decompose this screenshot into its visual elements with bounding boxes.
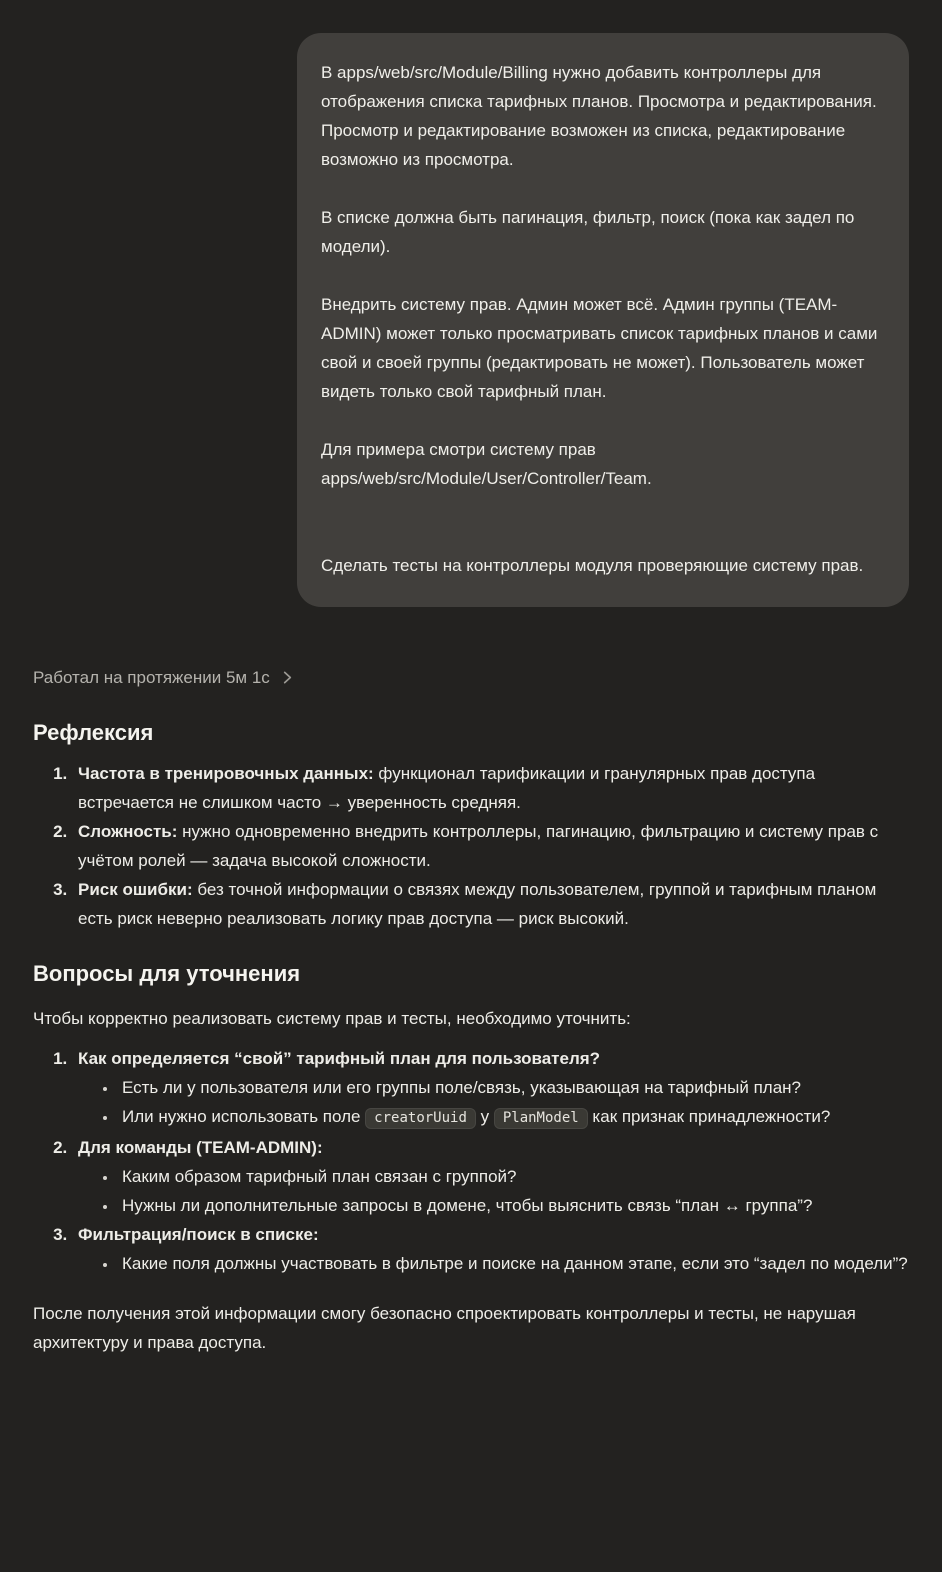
- question-item: [72, 1133, 909, 1220]
- question-item-lead: Фильтрация/поиск в списке:: [78, 1225, 319, 1244]
- question-item-lead: Как определяется “свой” тарифный план для пользователя?: [78, 1049, 601, 1068]
- user-message-paragraph: Внедрить систему прав. Админ может всё. Админ группы (TEAM-ADMIN) может только просматривать список тарифных планов и сами свой и своей группы (редактировать не может). Пользователь может видеть только свой тарифный план.: [321, 295, 878, 401]
- question-sub-list: [78, 1162, 909, 1220]
- question-item: [72, 1220, 909, 1278]
- reflection-item: [72, 875, 909, 933]
- reflection-item-lead: Частота в тренировочных данных:: [78, 764, 374, 783]
- user-message-paragraph: Для примера смотри систему прав apps/web/src/Module/User/Controller/Team.: [321, 440, 652, 488]
- question-sub-list: [78, 1073, 909, 1133]
- question-bullet: • Есть ли у пользователя или его группы поле/связь, указывающая на тарифный план?: [118, 1073, 909, 1102]
- reflection-item-lead: Риск ошибки:: [78, 880, 193, 899]
- reflection-item-text: нужно одновременно внедрить контроллеры, пагинацию, фильтрацию и систему прав с учётом ролей — задача высокой сложности.: [78, 822, 879, 870]
- section-title-reflection: Рефлексия: [33, 720, 154, 745]
- questions-intro: Чтобы корректно реализовать систему прав и тесты, необходимо уточнить:: [33, 1009, 631, 1028]
- section-title-questions: Вопросы для уточнения: [33, 961, 301, 986]
- question-bullet: • Каким образом тарифный план связан с группой?: [118, 1162, 909, 1191]
- inline-code: PlanModel: [494, 1108, 588, 1129]
- inline-code: creatorUuid: [365, 1108, 476, 1129]
- question-bullet: • Какие поля должны участвовать в фильтре и поиске на данном этапе, если это “задел по модели”?: [118, 1249, 909, 1278]
- question-item: [72, 1044, 909, 1133]
- user-message-paragraph: В списке должна быть пагинация, фильтр, поиск (пока как задел по модели).: [321, 208, 855, 256]
- user-message-paragraph: Сделать тесты на контроллеры модуля проверяющие систему прав.: [321, 556, 864, 575]
- questions-list: [33, 1044, 909, 1278]
- reflection-item: [72, 817, 909, 875]
- reflection-item-lead: Сложность:: [78, 822, 178, 841]
- user-message-bubble: [297, 33, 909, 607]
- question-bullet: • Нужны ли дополнительные запросы в домене, чтобы выяснить связь “план ↔ группа”?: [118, 1191, 909, 1220]
- thinking-duration-toggle[interactable]: [33, 663, 295, 692]
- chat-page: [0, 33, 942, 1357]
- chevron-right-icon: [280, 670, 295, 685]
- thinking-duration-label: Работал на протяжении 5м 1с: [33, 668, 270, 687]
- user-message-paragraph: В apps/web/src/Module/Billing нужно добавить контроллеры для отображения списка тарифных планов. Просмотра и редактирования. Просмотр и редактирование возможен из списка, редактирование возможно из просмотра.: [321, 63, 877, 169]
- reflection-list: [33, 759, 909, 933]
- question-bullet: • Или нужно использовать поле creatorUuid у PlanModel как признак принадлежности?: [118, 1102, 909, 1133]
- reflection-item-text: функционал тарификации и гранулярных прав доступа встречается не слишком часто → уверенность средняя.: [78, 764, 816, 812]
- question-item-lead: Для команды (TEAM-ADMIN):: [78, 1138, 323, 1157]
- question-sub-list: [78, 1249, 909, 1278]
- closing-paragraph: После получения этой информации смогу безопасно спроектировать контроллеры и тесты, не нарушая архитектуру и права доступа.: [33, 1304, 856, 1352]
- reflection-item-text: без точной информации о связях между пользователем, группой и тарифным планом есть риск неверно реализовать логику прав доступа — риск высокий.: [78, 880, 877, 928]
- reflection-item: [72, 759, 909, 817]
